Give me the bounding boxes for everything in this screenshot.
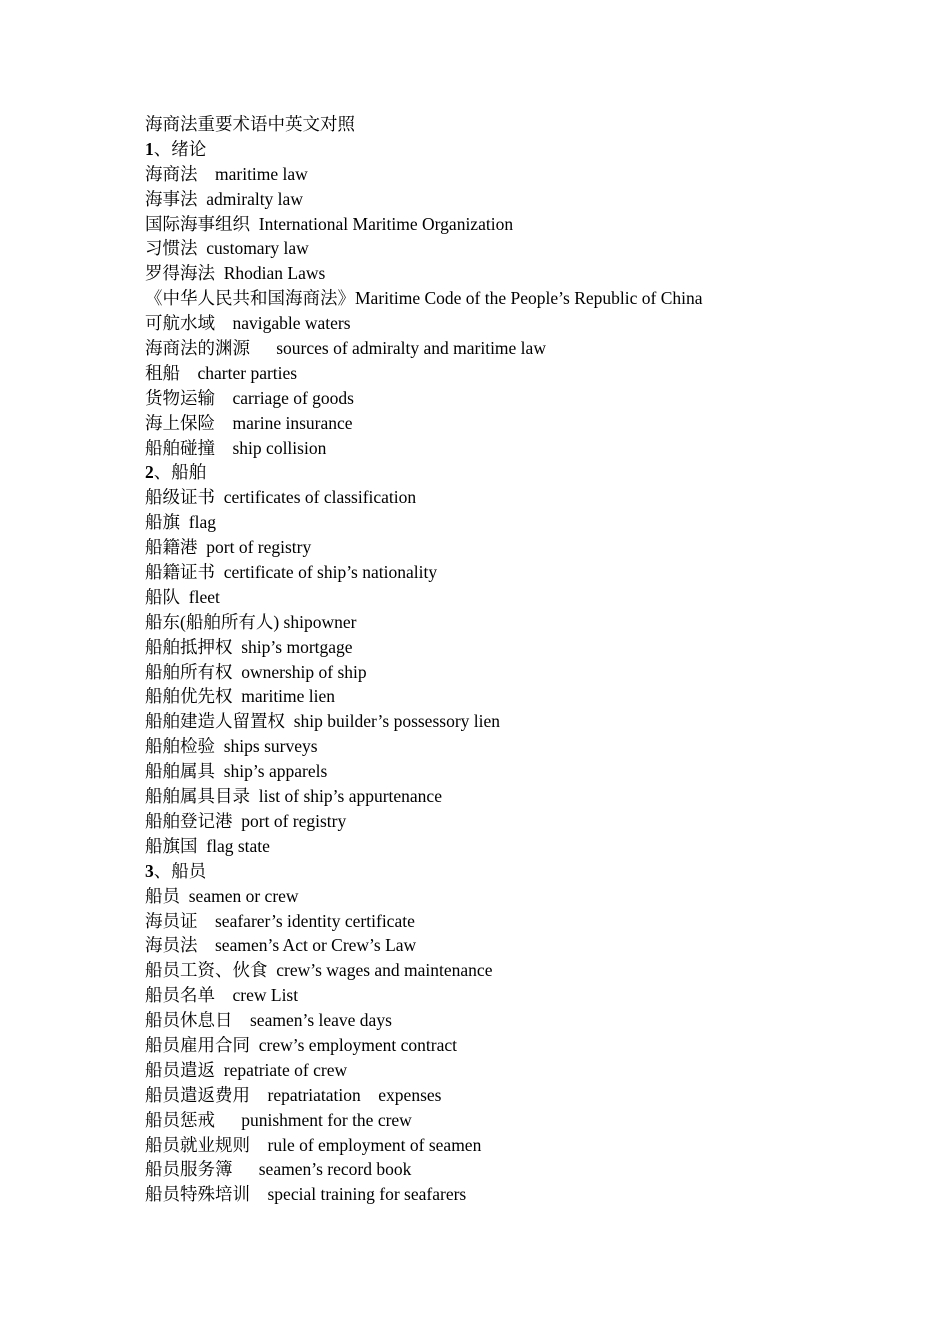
term-line: 船东(船舶所有人) shipowner	[145, 611, 357, 632]
term-line: 船舶登记港 port of registry	[145, 810, 347, 831]
term-line: 船级证书 certificates of classification	[145, 487, 417, 508]
section-number: 1	[145, 138, 154, 159]
term-line: 船员名单 crew List	[145, 985, 299, 1006]
term-line: 船舶属具目录 list of ship’s appurtenance	[145, 786, 442, 807]
term-line: 习惯法 customary law	[145, 238, 309, 259]
term-line: 船舶优先权 maritime lien	[145, 686, 336, 707]
term-line: 海员证 seafarer’s identity certificate	[145, 910, 415, 931]
term-line: 罗得海法 Rhodian Laws	[145, 263, 326, 284]
section-heading-3	[145, 859, 905, 884]
term-line: 船队 fleet	[145, 586, 220, 607]
term-line: 海上保险 marine insurance	[145, 412, 353, 433]
section-title: 、船舶	[153, 462, 207, 483]
document-title: 海商法重要术语中英文对照	[145, 114, 355, 134]
section-number: 2	[145, 462, 154, 483]
term-line: 船舶碰撞 ship collision	[145, 437, 327, 458]
term-line: 船员 seamen or crew	[145, 885, 299, 906]
section-heading-2	[145, 460, 905, 485]
term-line: 船旗国 flag state	[145, 835, 270, 856]
term-line: 船员工资、伙食 crew’s wages and maintenance	[145, 960, 493, 981]
term-line: 船员就业规则 rule of employment of seamen	[145, 1134, 482, 1155]
term-line: 租船 charter parties	[145, 362, 298, 383]
term-line: 船籍证书 certificate of ship’s nationality	[145, 562, 438, 583]
term-line: 船舶所有权 ownership of ship	[145, 661, 367, 682]
term-line: 国际海事组织 International Maritime Organization	[145, 213, 514, 234]
term-line: 船籍港 port of registry	[145, 537, 312, 558]
section-title: 、船员	[153, 860, 207, 881]
term-line: 船员服务簿 seamen’s record book	[145, 1159, 412, 1180]
term-line: 海商法 maritime law	[145, 163, 308, 184]
term-line: 船舶属具 ship’s apparels	[145, 761, 328, 782]
term-line: 船员休息日 seamen’s leave days	[145, 1010, 392, 1031]
section-number: 3	[145, 860, 154, 881]
term-line: 货物运输 carriage of goods	[145, 387, 354, 408]
term-line: 《中华人民共和国海商法》Maritime Code of the People’s Republic of China	[145, 288, 703, 309]
section-title: 、绪论	[153, 138, 207, 159]
term-line: 船舶抵押权 ship’s mortgage	[145, 636, 353, 657]
term-line: 船舶检验 ships surveys	[145, 736, 318, 757]
term-line: 船员遣返费用 repatriatation expenses	[145, 1084, 442, 1105]
term-line: 船舶建造人留置权 ship builder’s possessory lien	[145, 711, 501, 732]
term-line: 船员特殊培训 special training for seafarers	[145, 1184, 467, 1205]
term-line: 船旗 flag	[145, 512, 216, 533]
term-line: 船员遣返 repatriate of crew	[145, 1059, 348, 1080]
section-heading-1	[145, 137, 905, 162]
term-line: 海商法的渊源 sources of admiralty and maritime law	[145, 338, 546, 359]
term-line: 可航水域 navigable waters	[145, 313, 351, 334]
term-line: 船员惩戒 punishment for the crew	[145, 1109, 412, 1130]
document-body	[145, 112, 905, 1207]
term-line: 海事法 admiralty law	[145, 188, 303, 209]
term-line: 船员雇用合同 crew’s employment contract	[145, 1034, 458, 1055]
term-line: 海员法 seamen’s Act or Crew’s Law	[145, 935, 417, 956]
